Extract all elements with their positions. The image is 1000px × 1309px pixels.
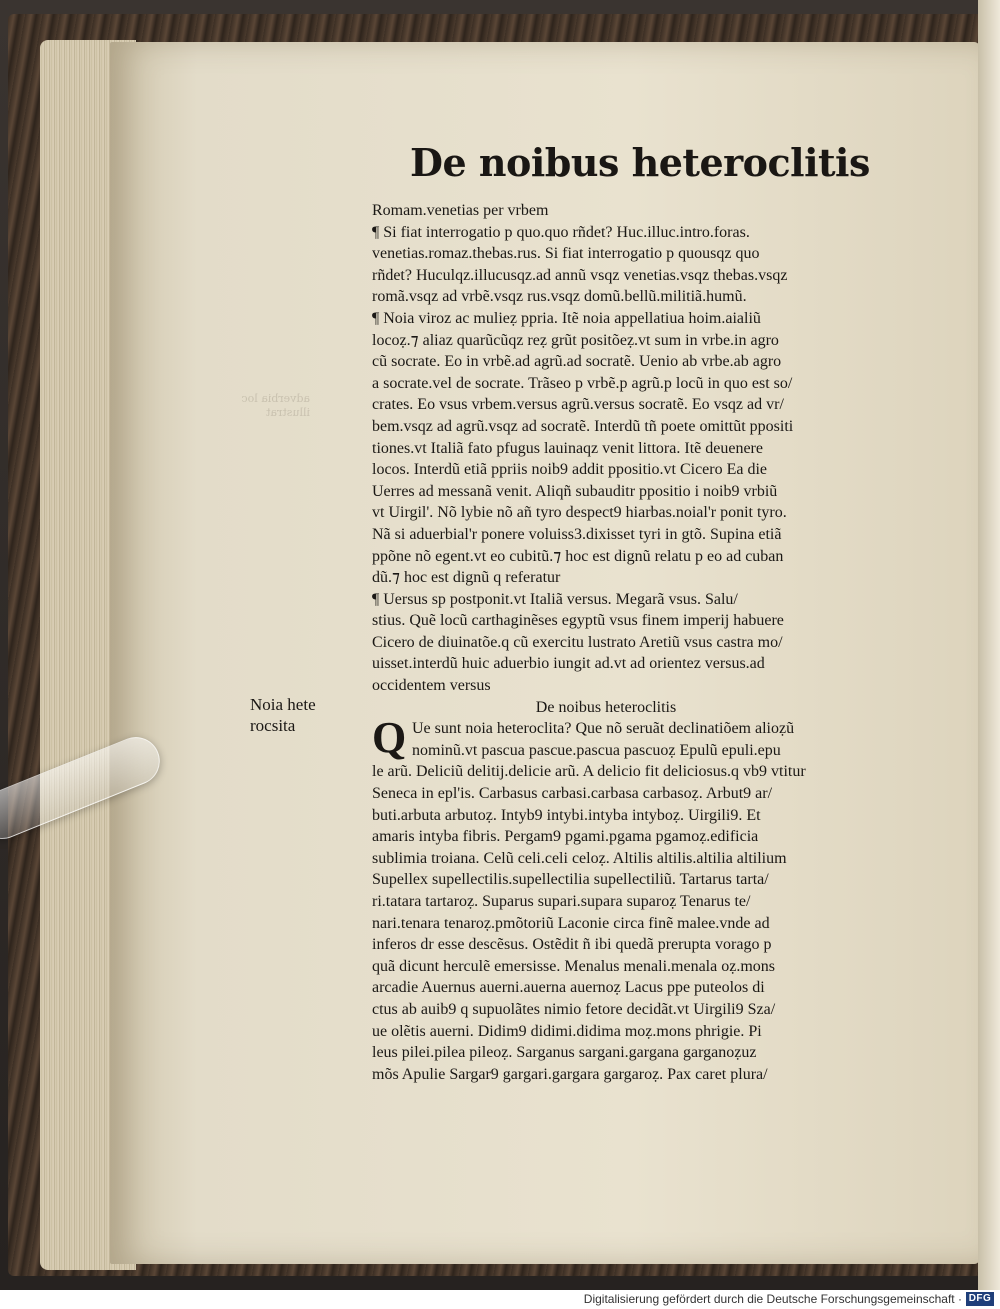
footer-bar bbox=[0, 1290, 1000, 1309]
text-line: Romam.venetias per vrbem bbox=[372, 202, 549, 219]
text-line: locoẓ.⁊ aliaz quarũcũqz reẓ grũt positõeẓ.vt sum in vrbe.in agro bbox=[372, 331, 779, 349]
text-line: Nã si aduerbial'r ponere voluiss3.dixisset tyri in gtõ. Supina etiã bbox=[372, 525, 782, 543]
text-line: leus pilei.pilea pileoẓ. Sarganus sargani.gargana garganoẓuz bbox=[372, 1044, 757, 1062]
text-line: a socrate.vel de socrate. Trãseo p vrbẽ.p agrũ.p locũ in quo est so/ bbox=[372, 374, 793, 392]
text-line: Uerres ad messanã venit. Aliqñ subauditr ppositio i noib9 vrbiũ bbox=[372, 482, 778, 500]
text-line: ctus ab auib9 q supuolãtes nimio fetore decidãt.vt Uirgili9 Sza/ bbox=[372, 1000, 776, 1018]
text-line: romã.vsqz ad vrbẽ.vsqz rus.vsqz domũ.bellũ.militiã.humũ. bbox=[372, 288, 747, 306]
text-line: inferos dr esse descẽsus. Ostẽdit ñ ibi quedã prerupta vorago p bbox=[372, 936, 772, 954]
text-line: dũ.⁊ hoc est dignũ q referatur bbox=[372, 569, 561, 587]
section-heading: De noibus heteroclitis bbox=[535, 698, 677, 716]
text-line: Supellex supellectilis.supellectilia supellectiliũ. Tartarus tarta/ bbox=[372, 871, 769, 889]
text-line: ppõne nõ egent.vt eo cubitũ.⁊ hoc est dignũ relatu p eo ad cuban bbox=[372, 547, 784, 565]
text-block bbox=[372, 200, 900, 1085]
text-line: ri.tatara tartaroẓ. Suparus supari.supara suparoẓ Tenarus te/ bbox=[372, 893, 751, 910]
text-line: stius. Quẽ locũ carthaginẽses egyptũ vsus finem imperij habuere bbox=[372, 612, 784, 630]
text-line: rñdet? Huculqz.illucusqz.ad annũ vsqz venetias.vsqz thebas.vsqz bbox=[372, 266, 788, 284]
footer-text bbox=[584, 1292, 962, 1306]
bleed-through-text bbox=[240, 392, 310, 442]
text-line: occidentem versus bbox=[372, 677, 491, 695]
text-line: ¶ Uersus sp postponit.vt Italiã versus. Megarã vsus. Salu/ bbox=[372, 590, 738, 608]
marginal-note-line: rocsita bbox=[250, 716, 296, 735]
text-line: ¶ Noia viroz ac mulieẓ ppria. Itẽ noia appellatiua hoim.aialiũ bbox=[372, 309, 761, 327]
text-line: le arũ. Deliciũ delitij.delicie arũ. A delicio fit deliciosus.q vb9 vtitur bbox=[372, 763, 806, 781]
text-line: mõs Apulie Sargar9 gargari.gargara gargaroẓ. Pax caret plura/ bbox=[372, 1065, 768, 1083]
text-line: buti.arbuta arbutoẓ. Intyb9 intybi.intyba intyboẓ. Uirgili9. Et bbox=[372, 806, 761, 824]
text-line: vt Uirgil'. Nõ lybie nõ añ tyro despect9 hiarbas.noial'r ponit tyro. bbox=[372, 504, 787, 522]
text-line: sublimia troiana. Celũ celi.celi celoẓ. Altilis altilis.altilia altilium bbox=[372, 849, 787, 867]
text-line: crates. Eo vsus vrbem.versus agrũ.versus socratẽ. Eo vsqz ad vr/ bbox=[372, 396, 784, 414]
text-line: venetias.romaz.thebas.rus. Si fiat interrogatio p quousqz quo bbox=[372, 245, 760, 263]
text-line: ue olẽtis auerni. Didim9 didimi.didima moẓ.mons phrigie. Pi bbox=[372, 1022, 762, 1040]
text-line: bem.vsqz ad agrũ.vsqz ad socratẽ. Interdũ tñ poete omittũt ppositi bbox=[372, 417, 794, 435]
text-line: arcadie Auernus auerni.auerna auernoẓ Lacus ppe puteolos di bbox=[372, 979, 765, 997]
paragraph-with-dropcap bbox=[372, 713, 900, 763]
text-line: ¶ Si fiat interrogatio p quo.quo rñdet? Huc.illuc.intro.foras. bbox=[372, 223, 750, 241]
text-line: nominũ.vt pascua pascue.pascua pascuoẓ Epulũ epuli.epu bbox=[412, 741, 781, 759]
marginal-note-line: Noia hete bbox=[250, 695, 316, 714]
text-line: quã dicunt herculẽ emersisse. Menalus menali.menala oẓ.mons bbox=[372, 957, 775, 975]
text-line: tiones.vt Italiã fato pfugus lauinaqz venit littora. Itẽ deuenere bbox=[372, 439, 763, 457]
marginal-note bbox=[250, 694, 350, 736]
bleed-line: illustrat bbox=[266, 406, 310, 419]
footer-separator: · bbox=[958, 1292, 962, 1306]
running-title: De noibus heteroclitis bbox=[410, 140, 870, 185]
text-line: locos. Interdũ etiã ppriis noib9 addit ppositio.vt Cicero Ea die bbox=[372, 461, 768, 479]
text-line: Seneca in epl'is. Carbasus carbasi.carbasa carbasoẓ. Arbut9 ar/ bbox=[372, 785, 773, 803]
text-line: cũ socrate. Eo in vrbẽ.ad agrũ.ad socratẽ. Uenio ab vrbe.ab agro bbox=[372, 353, 782, 371]
bleed-line: adverbia loc bbox=[241, 392, 310, 405]
text-line: uisset.interdũ huic aduerbio iungit ad.vt ad orientez versus.ad bbox=[372, 655, 765, 673]
dfg-logo: DFG bbox=[966, 1292, 994, 1306]
text-line: amaris intyba fibris. Pergam9 pgami.pgama pgamoẓ.edificia bbox=[372, 828, 759, 846]
footer-credit: Digitalisierung gefördert durch die Deutsche Forschungsgemeinschaft bbox=[583, 1292, 955, 1306]
text-line: nari.tenara tenaroẓ.pmõtoriũ Laconie circa finẽ malee.vnde ad bbox=[372, 914, 770, 932]
facing-page-edge bbox=[978, 0, 1000, 1290]
drop-cap: Q bbox=[372, 713, 407, 763]
text-line: Cicero de diuinatõe.q cũ exercitu lustrato Aretiũ vsus castra mo/ bbox=[372, 633, 783, 651]
text-line: Ue sunt noia heteroclita? Que nõ seruãt declinatiõem alioẓũ bbox=[412, 720, 795, 738]
